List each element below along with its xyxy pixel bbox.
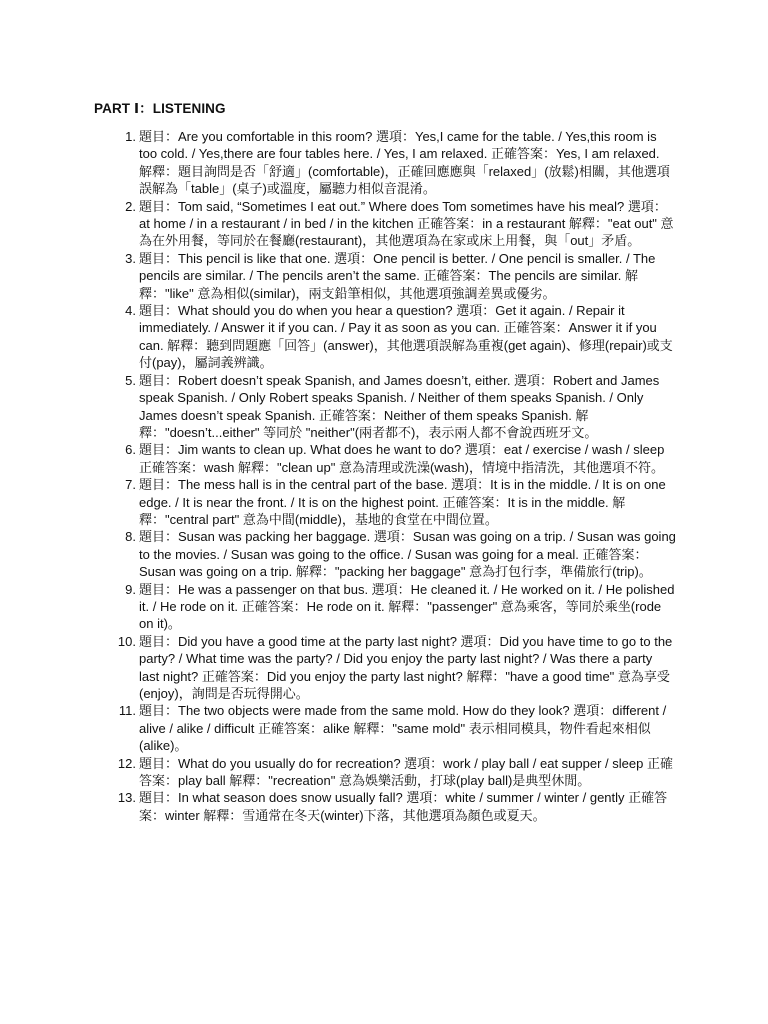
question-item-7: [125, 476, 676, 528]
question-item-5: [125, 372, 676, 442]
part-heading: PART Ⅰ：LISTENING: [94, 101, 226, 116]
question-text: 題目：Robert doesn’t speak Spanish, and James doesn’t, either. 選項：Robert and James speak Spanish. / Only Robert speaks Spanish. / Neither of them speaks Spanish. / Only James doesn’t speak Spanish. 正確答案：Neither of them speaks Spanish. 解釋："doesn’t...either" 等同於 "neither"(兩者都不)，表示兩人都不會說西班牙文。: [139, 372, 660, 440]
question-number: 13.: [117, 790, 136, 806]
question-item-12: [117, 755, 676, 790]
question-text: 題目：What should you do when you hear a question? 選項：Get it again. / Repair it immediately. / Answer it if you can. / Pay it as soon as you can. 正確答案：Answer it if you can. 解釋：聽到問題應「回答」(answer)，其他選項誤解為重複(get again)、修理(repair)或支付(pay)，屬詞義辨識。: [139, 303, 673, 371]
question-text: 題目：The mess hall is in the central part of the base. 選項：It is in the middle. / It is on one edge. / It is near the front. / It is on the highest point. 正確答案：It is in the middle. 解釋："central part" 意為中間(middle)，基地的食堂在中間位置。: [139, 477, 666, 527]
question-list: [94, 128, 676, 824]
question-number: 5.: [125, 372, 136, 388]
question-text: 題目：Tom said, “Sometimes I eat out.” Where does Tom sometimes have his meal? 選項：at home / in a restaurant / in bed / in the kitchen 正確答案：in a restaurant 解釋："eat out" 意為在外用餐，等同於在餐廳(restaurant)，其他選項為在家或床上用餐，與「out」矛盾。: [139, 198, 674, 249]
question-number: 7.: [125, 477, 136, 493]
question-item-8: [125, 528, 676, 580]
question-number: 11.: [118, 703, 136, 719]
question-number: 8.: [125, 529, 136, 545]
question-item-2: [125, 198, 676, 250]
question-number: 4.: [125, 303, 136, 319]
question-number: 2.: [125, 198, 136, 214]
question-item-11: [118, 702, 676, 754]
question-text: 題目：Jim wants to clean up. What does he want to do? 選項：eat / exercise / wash / sleep 正確答案：wash 解釋："clean up" 意為清理或洗澡(wash)，情境中指清洗，其他選項不符。: [139, 442, 665, 475]
question-item-4: [125, 302, 676, 372]
question-item-9: [125, 581, 676, 633]
question-number: 6.: [125, 442, 136, 458]
question-number: 3.: [125, 250, 136, 266]
question-number: 12.: [117, 755, 136, 771]
question-text: 題目：He was a passenger on that bus. 選項：He cleaned it. / He worked on it. / He polished it. / He rode on it. 正確答案：He rode on it. 解釋："passenger" 意為乘客，等同於乘坐(rode on it)。: [139, 581, 675, 632]
question-number: 9.: [125, 581, 136, 597]
question-text: 題目：This pencil is like that one. 選項：One pencil is better. / One pencil is smaller. / The pencils are similar. / The pencils aren’t the same. 正確答案：The pencils are similar. 解釋："like" 意為相似(similar)，兩支鉛筆相似，其他選項強調差異或優劣。: [139, 250, 656, 301]
question-item-6: [125, 441, 676, 476]
question-text: 題目：The two objects were made from the same mold. How do they look? 選項：different / alive / alike / difficult 正確答案：alike 解釋："same mold" 表示相同模具，物件看起來相似(alike)。: [139, 703, 667, 754]
question-item-10: [117, 633, 676, 703]
question-item-3: [125, 250, 676, 302]
question-number: 10.: [117, 633, 136, 649]
question-text: 題目：Did you have a good time at the party last night? 選項：Did you have time to go to the party? / What time was the party? / Did you enjoy the party last night? / Was there a party last night? 正確答案：Did you enjoy the party last night? 解釋："have a good time" 意為享受(enjoy)，詢問是否玩得開心。: [139, 633, 673, 701]
question-text: 題目：Are you comfortable in this room? 選項：Yes,I came for the table. / Yes,this room is too cold. / Yes,there are four tables here. / Yes, I am relaxed. 正確答案：Yes, I am relaxed. 解釋：題目詢問是否「舒適」(comfortable)，正確回應應與「relaxed」(放鬆)相關，其他選項誤解為「table」(桌子)或溫度，屬聽力相似音混淆。: [139, 129, 670, 197]
question-text: 題目：Susan was packing her baggage. 選項：Susan was going on a trip. / Susan was going to the movies. / Susan was going to the office. / Susan was going for a meal. 正確答案：Susan was going on a trip. 解釋："packing her baggage" 意為打包行李，準備旅行(trip)。: [139, 529, 676, 580]
question-text: 題目：What do you usually do for recreation? 選項：work / play ball / eat supper / sleep 正確答案：play ball 解釋："recreation" 意為娛樂活動，打球(play ball)是典型休閒。: [139, 755, 673, 789]
question-number: 1.: [125, 129, 136, 144]
question-text: 題目：In what season does snow usually fall? 選項：white / summer / winter / gently 正確答案：winter 解釋：雪通常在冬天(winter)下落，其他選項為顏色或夏天。: [139, 790, 668, 823]
question-item-13: [117, 789, 676, 824]
question-item-1: [125, 128, 676, 198]
